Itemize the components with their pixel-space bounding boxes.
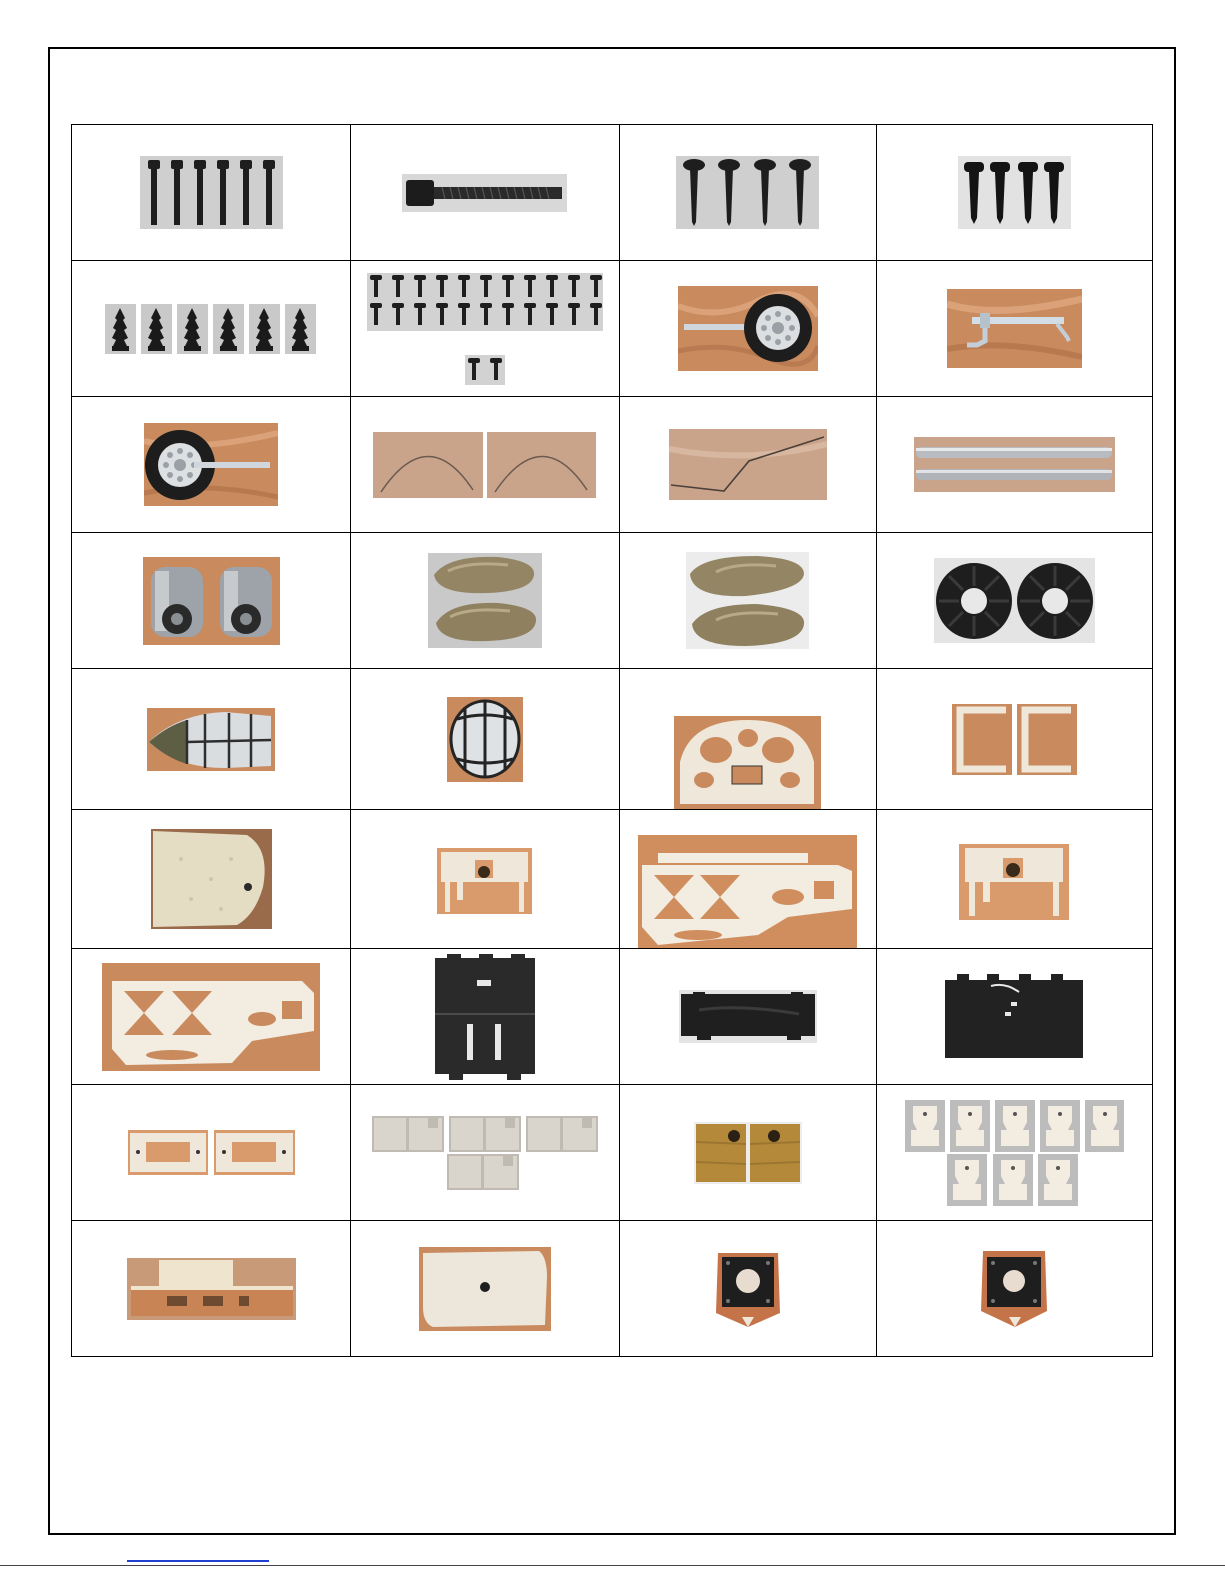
table-cell	[876, 669, 1152, 810]
table-cell	[619, 949, 876, 1085]
table-row	[72, 669, 1153, 810]
table-cell	[876, 533, 1152, 669]
table-cell	[351, 125, 619, 261]
assembled-fuselage-frame-image	[102, 963, 320, 1071]
table-cell	[876, 397, 1152, 533]
tail-wheel-strut-image	[947, 289, 1082, 368]
spinner-cones-image	[143, 557, 280, 645]
small-screws-image	[367, 273, 603, 385]
plywood-blocks-image	[372, 1116, 598, 1190]
plywood-fuselage-frame-image	[638, 835, 857, 948]
balsa-tail-plate-image	[151, 829, 272, 929]
black-plywood-strip-image	[679, 990, 817, 1043]
bent-wire-pushrod-image	[669, 429, 827, 500]
single-hex-socket-screw-image	[402, 174, 567, 212]
table-cell	[351, 810, 619, 949]
wheel-pants-b-image	[686, 552, 809, 649]
motor-mount-box-b-image	[977, 1247, 1051, 1331]
servo-tray-frames-image	[128, 1130, 295, 1175]
main-gear-wheel-right-image	[678, 286, 818, 371]
table-cell	[351, 1085, 619, 1221]
dome-canopy-image	[447, 697, 523, 782]
hex-socket-screws-image	[140, 156, 283, 229]
self-tapping-screws-short-image	[958, 156, 1071, 229]
motor-mount-box-image	[712, 1247, 783, 1331]
parts-grid-table	[71, 124, 1153, 1357]
table-row	[72, 1085, 1153, 1221]
table-row	[72, 533, 1153, 669]
table-cell	[876, 261, 1152, 397]
self-tapping-screws-image	[676, 156, 819, 229]
black-plywood-sheet-image	[939, 972, 1089, 1062]
table-cell	[619, 669, 876, 810]
table-cell	[619, 261, 876, 397]
table-cell	[72, 125, 351, 261]
table-cell	[619, 1221, 876, 1357]
table-cell	[351, 261, 619, 397]
bottom-rule	[0, 1565, 1225, 1566]
table-cell	[72, 810, 351, 949]
table-cell	[72, 397, 351, 533]
cockpit-canopy-image	[147, 708, 275, 771]
table-cell	[72, 261, 351, 397]
table-cell	[72, 1221, 351, 1357]
table-row	[72, 125, 1153, 261]
plywood-brackets-image	[952, 704, 1077, 775]
table-cell	[351, 1221, 619, 1357]
main-gear-wheel-left-image	[144, 423, 278, 506]
table-cell	[876, 810, 1152, 949]
table-cell	[619, 397, 876, 533]
table-cell	[619, 1085, 876, 1221]
wheel-pants-a-image	[428, 553, 542, 648]
table-cell	[876, 949, 1152, 1085]
table-row	[72, 261, 1153, 397]
plywood-former-image	[437, 842, 532, 916]
instrument-panel-image	[674, 716, 821, 809]
table-cell	[619, 533, 876, 669]
balsa-hatch-assembly-image	[127, 1258, 296, 1320]
rubber-mounts-image	[934, 558, 1095, 643]
table-cell	[876, 125, 1152, 261]
table-cell	[72, 669, 351, 810]
table-cell	[72, 1085, 351, 1221]
table-cell	[876, 1085, 1152, 1221]
table-row	[72, 810, 1153, 949]
wire-pushrods-image	[373, 432, 596, 498]
table-row	[72, 949, 1153, 1085]
aluminum-tubes-image	[914, 437, 1115, 492]
table-cell	[351, 949, 619, 1085]
table-cell	[876, 1221, 1152, 1357]
black-plywood-tray-image	[431, 952, 539, 1082]
hinge-brackets-image	[905, 1100, 1124, 1206]
table-cell	[351, 669, 619, 810]
coarse-screws-image	[105, 304, 317, 354]
table-cell	[351, 397, 619, 533]
footer-link-underline[interactable]	[127, 1560, 269, 1562]
table-cell	[72, 949, 351, 1085]
hardwood-blocks-image	[694, 1122, 802, 1184]
plywood-former-b-image	[959, 838, 1069, 920]
table-cell	[619, 125, 876, 261]
table-row	[72, 1221, 1153, 1357]
table-row	[72, 397, 1153, 533]
table-cell	[351, 533, 619, 669]
table-cell	[619, 810, 876, 949]
table-cell	[72, 533, 351, 669]
foam-block-image	[419, 1247, 551, 1331]
